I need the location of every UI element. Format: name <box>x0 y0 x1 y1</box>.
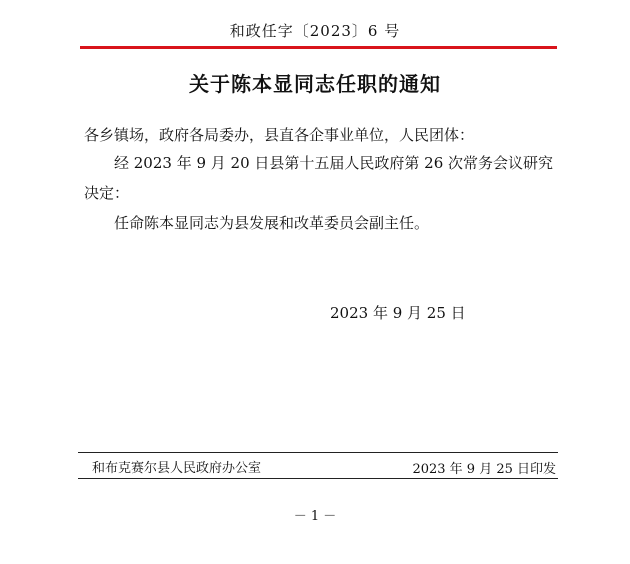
footer-issuer: 和布克赛尔县人民政府办公室 <box>92 461 262 476</box>
red-header-rule <box>80 46 557 49</box>
document-title: 关于陈本显同志任职的通知 <box>189 72 441 96</box>
appointment-paragraph: 任命陈本显同志为县发展和改革委员会副主任。 <box>114 214 430 232</box>
decision-paragraph: 经 2023 年 9 月 20 日县第十五届人民政府第 26 次常务会议研究决定： <box>84 154 554 202</box>
footer-print-date: 2023 年 9 月 25 日印发 <box>412 462 556 477</box>
page-number: － 1 － <box>293 509 337 524</box>
document-number: 和政任字〔2023〕6 号 <box>229 22 401 40</box>
salutation: 各乡镇场，政府各局委办，县直各企事业单位，人民团体： <box>84 126 475 144</box>
signature-date: 2023 年 9 月 25 日 <box>330 304 466 322</box>
footer-bottom-rule <box>78 478 558 479</box>
footer-top-rule <box>78 452 558 453</box>
